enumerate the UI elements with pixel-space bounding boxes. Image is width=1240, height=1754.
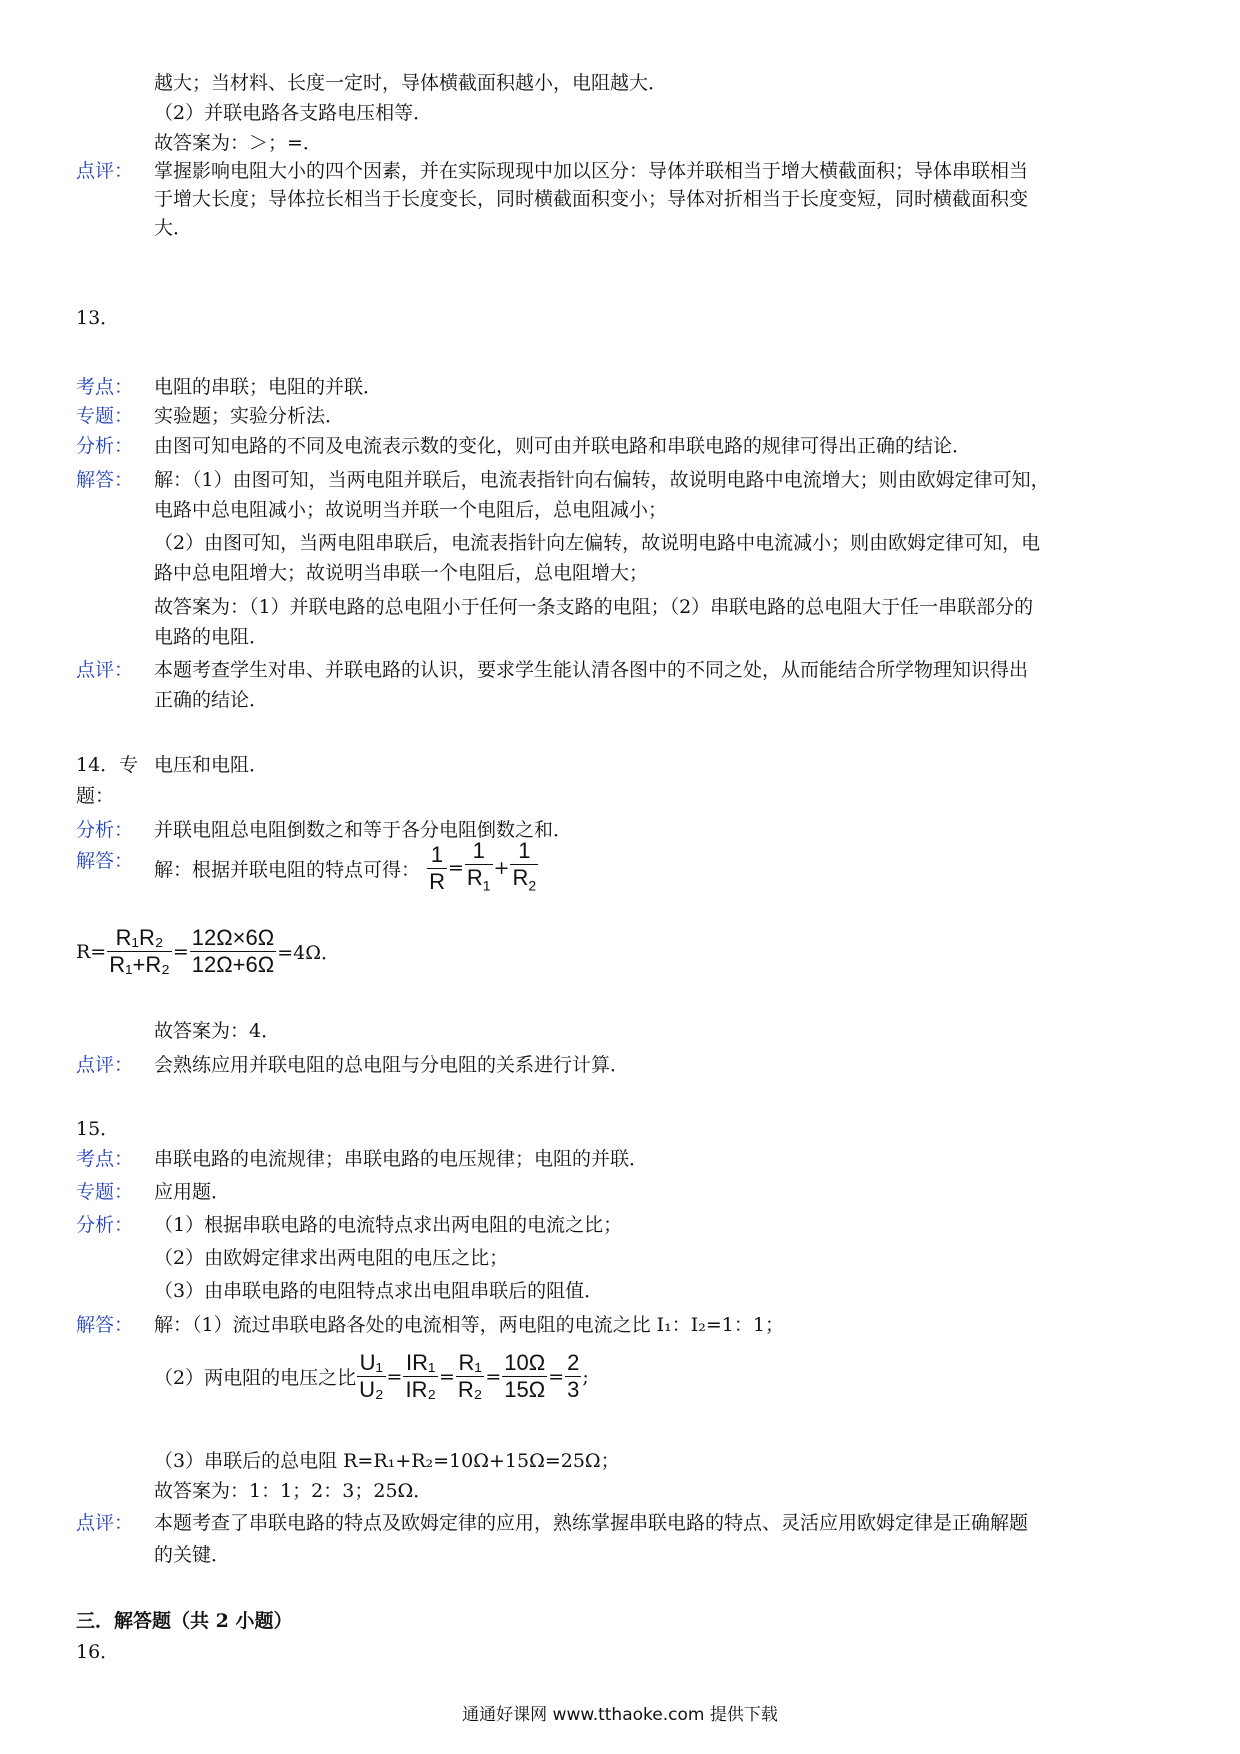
text-line: 故答案为：4． xyxy=(154,1020,281,1042)
formula-line: （2）两电阻的电压之比 $\frac{\text{U₁}}{\text{U₂}}$ = $\frac{\text{IR₁}}{\text{IR₂}}$ = $\frac{\text{R₁}}{\text{R₂}}$ = $\frac{10\Omega}{15\Omega}$ = $\frac{2}{3}$ ; xyxy=(154,1350,589,1402)
label-topic: 专题： xyxy=(76,405,134,427)
comment-row xyxy=(76,655,1176,689)
text-line: （3）由串联电路的电阻特点求出电阻串联后的阻值． xyxy=(154,1280,604,1302)
text-line: 故答案为：1：1；2：3；25Ω． xyxy=(154,1480,433,1502)
comment-text: 本题考查了串联电路的特点及欧姆定律的应用，熟练掌握串联电路的特点、灵活应用欧姆定律是正确解题 xyxy=(154,1512,1029,1534)
fraction: $\frac{1}{R}$ xyxy=(429,841,445,894)
label-analysis: 分析： xyxy=(76,435,134,457)
point-row xyxy=(76,1144,1176,1178)
fraction: $\frac{\text{R₁R₂}}{\text{R₁+R₂}}$ xyxy=(109,925,170,977)
fraction: $\frac{\text{R₁}}{\text{R₂}}$ xyxy=(457,1350,483,1402)
formula-text: 解：根据并联电阻的特点可得： xyxy=(154,858,421,881)
label-topic: 专题： xyxy=(76,1181,134,1203)
text-line: 于增大长度；导体拉长相当于长度变长，同时横截面积变小；导体对折相当于长度变短，同时横截面积变 xyxy=(154,188,1029,210)
formula-line: R= $\frac{\text{R₁R₂}}{\text{R₁+R₂}}$ = $\frac{12\Omega\times 6\Omega}{12\Omega+6\Omega}$ =4Ω． xyxy=(76,925,340,977)
topic-text: 实验题；实验分析法． xyxy=(154,405,345,427)
text-line: 电路中总电阻减小；故说明当并联一个电阻后，总电阻减小； xyxy=(154,499,668,521)
footer: 通通好课网 www.tthaoke.com 提供下载 xyxy=(462,1705,778,1725)
label-analysis: 分析： xyxy=(76,1214,134,1236)
fraction: $\frac{\text{U₁}}{\text{U₂}}$ xyxy=(359,1350,384,1402)
analysis-row xyxy=(76,1210,1176,1244)
fraction: $\frac{1}{R_2}$ xyxy=(512,838,537,894)
answer-text: 解：（1）流过串联电路各处的电流相等，两电阻的电流之比 I₁：I₂=1：1； xyxy=(154,1314,784,1336)
label-comment: 点评： xyxy=(76,659,134,681)
label-analysis: 分析： xyxy=(76,819,134,841)
text-line: （2）由图可知，当两电阻串联后，电流表指针向左偏转，故说明电路中电流减小；则由欧姆定律可知，电 xyxy=(154,532,1041,554)
label-point: 考点： xyxy=(76,1148,134,1170)
text-line: 越大；当材料、长度一定时，导体横截面积越小，电阻越大． xyxy=(154,72,668,94)
fraction: $\frac{\text{IR₁}}{\text{IR₂}}$ xyxy=(405,1350,436,1402)
point-text: 电阻的串联；电阻的并联． xyxy=(154,376,383,398)
answer-row xyxy=(76,1310,1176,1344)
question-number: 14．专 xyxy=(76,754,139,776)
text-line: 电路的电阻． xyxy=(154,626,269,648)
comment-row xyxy=(76,1508,1176,1542)
fraction: $\frac{2}{3}$ xyxy=(567,1350,580,1402)
answer-row xyxy=(76,465,1176,499)
text-line: 故答案为：＞；=． xyxy=(154,132,322,154)
text-line: 大． xyxy=(154,217,193,239)
fraction: $\frac{1}{R_1}$ xyxy=(466,838,491,894)
text-line: （3）串联后的总电阻 R=R₁+R₂=10Ω+15Ω=25Ω； xyxy=(154,1450,620,1472)
answer-text: 解：（1）由图可知，当两电阻并联后，电流表指针向右偏转，故说明电路中电流增大；则由欧姆定律可知， xyxy=(154,469,1050,491)
question-number: 15． xyxy=(76,1118,120,1140)
point-text: 串联电路的电流规律；串联电路的电压规律；电阻的并联． xyxy=(154,1148,649,1170)
analysis-text: 并联电阻总电阻倒数之和等于各分电阻倒数之和． xyxy=(154,819,573,841)
text-line: （2）并联电路各支路电压相等． xyxy=(154,102,433,124)
text-line: 正确的结论． xyxy=(154,689,269,711)
formula-line: 解：根据并联电阻的特点可得： $\frac{1}{R}$ = $\frac{1}{R_1}$ + $\frac{1}{R_2}$ xyxy=(154,838,539,898)
label-answer: 解答： xyxy=(76,1314,134,1336)
question-label: 题： xyxy=(76,785,115,807)
section-heading: 三．解答题（共 2 小题） xyxy=(76,1610,293,1632)
label-answer: 解答： xyxy=(76,850,134,872)
label-answer: 解答： xyxy=(76,469,134,491)
fraction: $\frac{10\Omega}{15\Omega}$ xyxy=(504,1350,546,1402)
text-line: （2）由欧姆定律求出两电阻的电压之比； xyxy=(154,1247,509,1269)
analysis-row xyxy=(76,431,1176,465)
topic-text: 电压和电阻． xyxy=(154,754,269,776)
text-line: 故答案为：（1）并联电路的总电阻小于任何一条支路的电阻；（2）串联电路的总电阻大于任一串联部分的 xyxy=(154,596,1034,618)
topic-text: 应用题． xyxy=(154,1181,231,1203)
comment-row xyxy=(76,1050,1176,1084)
topic-row xyxy=(76,1177,1176,1211)
analysis-text: （1）根据串联电路的电流特点求出两电阻的电流之比； xyxy=(154,1214,623,1236)
label-comment: 点评： xyxy=(76,160,134,182)
label-point: 考点： xyxy=(76,376,134,398)
comment-text: 会熟练应用并联电阻的总电阻与分电阻的关系进行计算． xyxy=(154,1054,630,1076)
fraction: $\frac{12\Omega\times 6\Omega}{12\Omega+6\Omega}$ xyxy=(191,925,275,977)
text-line: 的关键． xyxy=(154,1544,231,1566)
label-comment: 点评： xyxy=(76,1512,134,1534)
text-line: 路中总电阻增大；故说明当串联一个电阻后，总电阻增大； xyxy=(154,562,649,584)
topic-row xyxy=(76,401,1176,435)
comment-text: 本题考查学生对串、并联电路的认识，要求学生能认清各图中的不同之处，从而能结合所学物理知识得出 xyxy=(154,659,1029,681)
analysis-text: 由图可知电路的不同及电流表示数的变化，则可由并联电路和串联电路的规律可得出正确的结论． xyxy=(154,435,972,457)
comment-text: 掌握影响电阻大小的四个因素，并在实际现现中加以区分：导体并联相当于增大横截面积；导体串联相当 xyxy=(154,160,1029,182)
question-number: 13． xyxy=(76,307,120,329)
label-comment: 点评： xyxy=(76,1054,134,1076)
question-number: 16． xyxy=(76,1641,120,1663)
